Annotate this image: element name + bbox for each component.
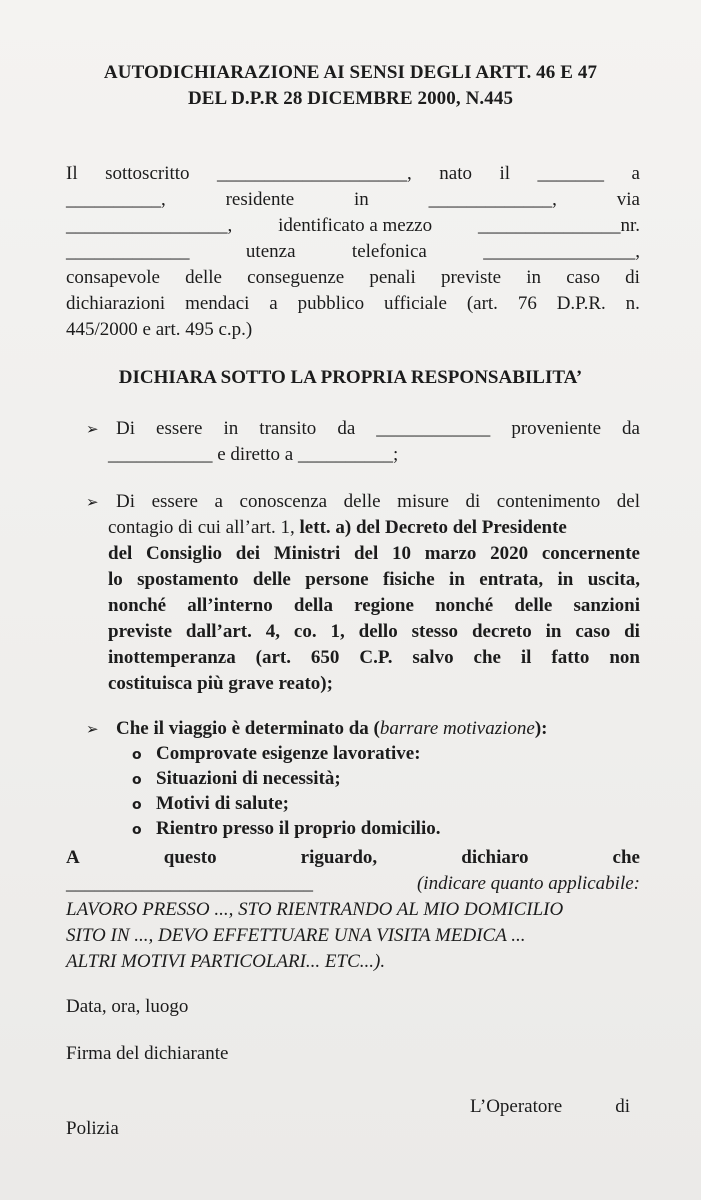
- word: proveniente: [511, 418, 602, 439]
- item1-line-2: [108, 444, 448, 466]
- name-blank: ____________________,: [217, 163, 412, 184]
- item2-line-5: [108, 595, 640, 617]
- word: che: [473, 647, 501, 668]
- word: di: [624, 621, 640, 642]
- word: utenza: [245, 241, 296, 262]
- word: via: [616, 189, 640, 210]
- word: dall’art.: [185, 621, 252, 642]
- item1-line-1: [86, 418, 640, 440]
- option-label: Situazioni di necessità;: [156, 768, 341, 789]
- word: essere: [151, 491, 198, 512]
- birthplace-blank: __________,: [66, 189, 166, 210]
- circle-bullet-icon: o: [132, 747, 142, 763]
- word: fisiche: [382, 569, 435, 590]
- reason-blank: __________________________: [66, 873, 313, 894]
- option-label: Rientro presso il proprio domicilio.: [156, 818, 441, 839]
- word: delle: [185, 267, 222, 288]
- word: del: [353, 543, 379, 564]
- regard-line-5: ALTRI MOTIVI PARTICOLARI... ETC...).: [66, 951, 386, 972]
- option-label: Comprovate esigenze lavorative:: [156, 743, 421, 764]
- word: lo: [108, 569, 123, 590]
- intro-line-3: [66, 215, 640, 237]
- intro-line-1: [66, 163, 640, 185]
- word: essere: [156, 418, 203, 439]
- word: sottoscritto: [105, 163, 190, 184]
- regard-line-4: SITO IN ..., DEVO EFFETTUARE UNA VISITA MEDICA ...: [66, 925, 526, 946]
- phone-blank: ________________,: [483, 241, 640, 262]
- word: il: [499, 163, 511, 184]
- word: 10: [391, 543, 411, 564]
- declare-heading: DICHIARA SOTTO LA PROPRIA RESPONSABILITA’: [118, 367, 583, 388]
- word: sanzioni: [573, 595, 640, 616]
- word: e diretto a: [217, 444, 294, 465]
- word: il: [520, 647, 532, 668]
- transit-blank: ____________: [376, 418, 491, 439]
- word: caso: [566, 267, 600, 288]
- item2-line-7: [108, 647, 640, 669]
- word: (art.: [255, 647, 291, 668]
- text-plain: contagio di cui all’art. 1,: [108, 517, 300, 538]
- regard-line-1: [66, 847, 640, 869]
- option-label: Motivi di salute;: [156, 793, 289, 814]
- word: di: [625, 267, 640, 288]
- word: conseguenze: [247, 267, 345, 288]
- word: questo: [163, 847, 217, 868]
- destination-blank: __________;: [297, 444, 399, 465]
- street-blank: _________________,: [66, 215, 233, 236]
- item2-line-2: [108, 517, 640, 539]
- word: C.P.: [359, 647, 393, 668]
- option-4: [132, 818, 640, 840]
- word: pubblico: [297, 293, 365, 314]
- word: delle: [252, 569, 291, 590]
- word: della: [293, 595, 333, 616]
- word: mendaci: [185, 293, 250, 314]
- date-label: Data, ora, luogo: [66, 996, 189, 1017]
- option-1: [132, 743, 640, 765]
- number-blank: _____________: [66, 241, 190, 262]
- word: L’Operatore: [470, 1096, 563, 1117]
- circle-bullet-icon: o: [132, 772, 142, 788]
- word: in: [449, 569, 465, 590]
- intro-line-7: 445/2000 e art. 495 c.p.): [66, 319, 253, 340]
- word: previste: [440, 267, 502, 288]
- word: concernente: [541, 543, 640, 564]
- arrow-icon: ➢: [86, 420, 99, 438]
- birthdate-blank: _______: [537, 163, 605, 184]
- word: Di: [116, 491, 135, 512]
- word: telefonica: [351, 241, 427, 262]
- word: che: [612, 847, 640, 868]
- word: stesso: [411, 621, 459, 642]
- word: a: [631, 163, 640, 184]
- word: 2020: [490, 543, 529, 564]
- word: marzo: [424, 543, 477, 564]
- item3-lead: [86, 718, 640, 740]
- word: delle: [343, 491, 381, 512]
- word: persone: [305, 569, 369, 590]
- item2-line-6: [108, 621, 640, 643]
- word: di: [615, 1096, 630, 1117]
- text-bold: ):: [534, 718, 548, 739]
- item2-line-8: costituisca più grave reato);: [108, 673, 333, 694]
- word: 76: [517, 293, 537, 314]
- word: entrata,: [479, 569, 544, 590]
- operator-line: [470, 1096, 630, 1118]
- word: spostamento: [137, 569, 239, 590]
- word: D.P.R.: [556, 293, 606, 314]
- item2-line-1: [86, 491, 640, 513]
- text-bold: lett. a) del Decreto del Presidente: [299, 517, 567, 538]
- text-italic: barrare motivazione: [379, 718, 535, 739]
- word: regione: [354, 595, 414, 616]
- title-line-1: AUTODICHIARAZIONE AI SENSI DEGLI ARTT. 46 E 47: [103, 62, 598, 83]
- word: contenimento: [496, 491, 601, 512]
- operator-line-2: Polizia: [66, 1118, 119, 1139]
- residence-blank: _____________,: [428, 189, 557, 210]
- word: nato: [439, 163, 472, 184]
- word: caso: [575, 621, 611, 642]
- regard-line-3: LAVORO PRESSO ..., STO RIENTRANDO AL MIO DOMICILIO: [66, 899, 564, 920]
- word: salvo: [412, 647, 454, 668]
- circle-bullet-icon: o: [132, 822, 142, 838]
- word: dichiaro: [461, 847, 529, 868]
- word: consapevole: [66, 267, 160, 288]
- instruction-text: (indicare quanto applicabile:: [416, 873, 640, 894]
- word: fatto: [551, 647, 590, 668]
- word: in: [223, 418, 239, 439]
- intro-line-2: [66, 189, 640, 211]
- word: a: [214, 491, 223, 512]
- arrow-icon: ➢: [86, 493, 99, 511]
- word: in: [354, 189, 369, 210]
- word: co.: [293, 621, 317, 642]
- regard-line-2: [66, 873, 640, 895]
- word: penali: [369, 267, 416, 288]
- word: da: [337, 418, 356, 439]
- signature-label: Firma del dichiarante: [66, 1043, 229, 1064]
- word: dichiarazioni: [66, 293, 166, 314]
- word: 650: [310, 647, 340, 668]
- arrow-icon: ➢: [86, 720, 99, 738]
- word: del: [108, 543, 133, 564]
- word: dello: [358, 621, 398, 642]
- option-2: [132, 768, 640, 790]
- title-line-2: DEL D.P.R 28 DICEMBRE 2000, N.445: [187, 88, 514, 109]
- word: nonché: [108, 595, 167, 616]
- word: ufficiale: [383, 293, 447, 314]
- word: all’interno: [187, 595, 273, 616]
- item2-line-4: [108, 569, 640, 591]
- word: decreto: [471, 621, 532, 642]
- word: transito: [259, 418, 317, 439]
- word: Di: [116, 418, 135, 439]
- word: uscita,: [587, 569, 640, 590]
- word: residente: [225, 189, 295, 210]
- intro-line-4: [66, 241, 640, 263]
- word: 1,: [330, 621, 345, 642]
- word: nonché: [435, 595, 494, 616]
- word: delle: [514, 595, 553, 616]
- word: 4,: [265, 621, 281, 642]
- word: misure: [397, 491, 449, 512]
- word: a: [269, 293, 278, 314]
- text-bold: Che il viaggio è determinato da (: [116, 718, 380, 739]
- word: non: [609, 647, 640, 668]
- word: n.: [625, 293, 640, 314]
- word: in: [557, 569, 574, 590]
- word: inottemperanza: [108, 647, 236, 668]
- word: Consiglio: [146, 543, 223, 564]
- word: conoscenza: [239, 491, 328, 512]
- word: di: [465, 491, 481, 512]
- word: identificato a mezzo: [278, 215, 433, 236]
- word: previste: [108, 621, 173, 642]
- word: Il: [66, 163, 78, 184]
- word: del: [616, 491, 640, 512]
- circle-bullet-icon: o: [132, 797, 142, 813]
- word: in: [545, 621, 562, 642]
- item2-line-3: [108, 543, 640, 565]
- document-blank: _______________nr.: [477, 215, 640, 236]
- option-3: [132, 793, 640, 815]
- intro-line-6: [66, 293, 640, 315]
- word: da: [622, 418, 640, 439]
- word: riguardo,: [300, 847, 378, 868]
- word: Ministri: [273, 543, 341, 564]
- word: in: [526, 267, 542, 288]
- word: A: [66, 847, 80, 868]
- word: (art.: [466, 293, 498, 314]
- word: dei: [235, 543, 261, 564]
- origin-blank: ___________: [108, 444, 213, 465]
- intro-line-5: [66, 267, 640, 289]
